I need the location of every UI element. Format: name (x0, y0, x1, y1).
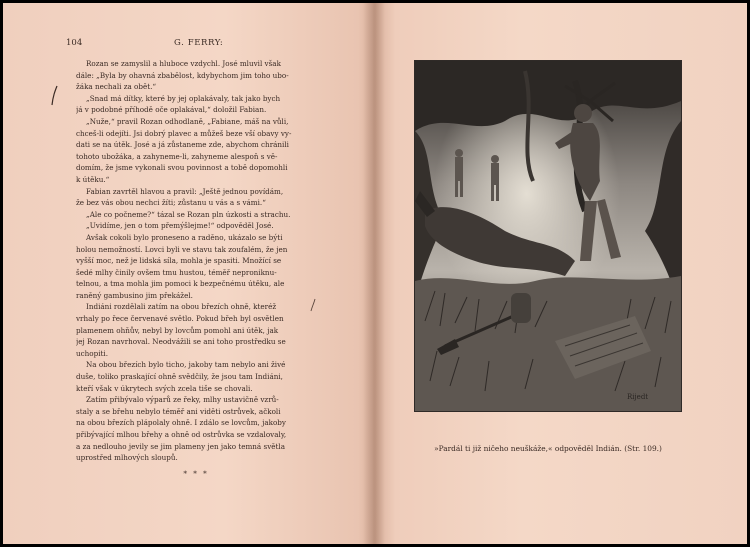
text-line: uprostřed mlhových sloupů. (76, 453, 178, 463)
text-line: já v podobné příhodě oče oplakával,“ doložil Fabian. (76, 105, 267, 115)
text-line: Rozan se zamyslil a hluboce vzdychl. José mluvil však (86, 59, 281, 68)
text-line: Avšak cokoli bylo proneseno a raděno, ukázalo se býti (86, 232, 283, 242)
illustration-signature: Rijedt (627, 393, 649, 401)
text-line: holou nemožností. Lovci byli ve stavu tak zoufalém, že jen (76, 244, 288, 254)
section-ornament: * * * (183, 468, 209, 478)
illustration (414, 60, 682, 412)
text-line: raněný gambusino jim překážel. (76, 290, 193, 300)
text-line: uchopiti. (76, 348, 108, 358)
pencil-mark-icon (50, 85, 60, 107)
text-line: k útěku.“ (76, 174, 110, 184)
text-line: „Ale co počneme?“ tázal se Rozan pln úzkosti a strachu. (86, 209, 291, 219)
text-line: plamenem ohňův, nebyl by lovcům pomohl ani útěk, jak (76, 325, 279, 335)
text-line: dati se na útěk. José a já zůstaneme zde, abychom chránili (76, 140, 289, 150)
text-line: telnou, a tma mohla jim pomoci k bezpečnému útěku, ale (76, 279, 285, 289)
body-text (76, 58, 316, 479)
text-line: chceš-li odejíti. Jsi dobrý plavec a můžeš beze vší obavy vy- (76, 128, 292, 138)
text-line: vyšší moc, než je lidská síla, mohla je spasiti. Množící se (76, 256, 282, 266)
text-line: šedé mlhy činily ovšem tmu hustou, téměř neproniknu- (76, 267, 277, 277)
text-line: že bez vás obou nechci žíti; zůstanu u vás a s vámi.“ (76, 198, 266, 208)
text-line: kteří však v úkrytech svých zcela tiše se chovali. (76, 383, 253, 393)
left-page-header (66, 38, 316, 52)
text-line: Na obou březích bylo ticho, jakoby tam nebylo ani živé (86, 360, 286, 370)
text-line: žáka nechali za obět.“ (76, 82, 157, 92)
running-head: G. FERRY: (174, 38, 224, 48)
text-line: „Uvidíme, jen o tom přemýšlejme!“ odpověděl José. (86, 221, 274, 231)
text-line: staly a se břehu nebylo téměř ani viděti ostrůvek, ačkoli (76, 406, 281, 416)
text-line: přibývající mlhou břehy a ohně od ostrůvka se vzdalovaly, (76, 430, 287, 439)
text-line: na obou březích plápolaly ohně. I zdálo se lovcům, jakoby (76, 418, 286, 428)
text-line: Zatím přibývalo výparů ze řeky, mlhy ustavičně vzrů- (86, 395, 279, 405)
text-line: „Snad má dítky, které by jej oplakávaly, tak jako bych (86, 93, 281, 103)
book-gutter (363, 3, 385, 544)
text-line: domím, že jsme vykonali svou povinnost a tobě dopomohli (76, 163, 288, 173)
text-line: Fabian zavrtěl hlavou a pravil: „Ještě jednou povídám, (86, 186, 284, 196)
text-line: „Nuže,“ pravil Rozan odhodlaně, „Fabiane, máš na vůli, (86, 116, 289, 126)
text-line: a za nedlouho jevily se jim plameny jen jako temná světla (76, 441, 285, 451)
text-line: dále: „Byla by ohavná zbabělost, kdybychom jim toho ubo- (76, 70, 289, 80)
text-line: jej Rozan navrhoval. Neodvážili se ani toho prostředku se (76, 337, 286, 347)
text-line: vrhaly po řece červenavé světlo. Pokud břeh byl osvětlen (76, 314, 284, 324)
page-number: 104 (66, 38, 83, 48)
text-line: tohoto ubožáka, a zahyneme-li, zahyneme alespoň s vě- (76, 151, 278, 161)
illustration-caption: »Pardál ti již ničeho neuškáže,« odpověděl Indián. (Str. 109.) (434, 444, 662, 453)
illustration-drawing (415, 61, 681, 411)
text-line: Indiáni rozdělali zatím na obou březích ohně, kteréž (86, 302, 277, 312)
text-line: duše, toliko praskající ohně svědčily, že jsou tam Indiáni, (76, 372, 283, 382)
